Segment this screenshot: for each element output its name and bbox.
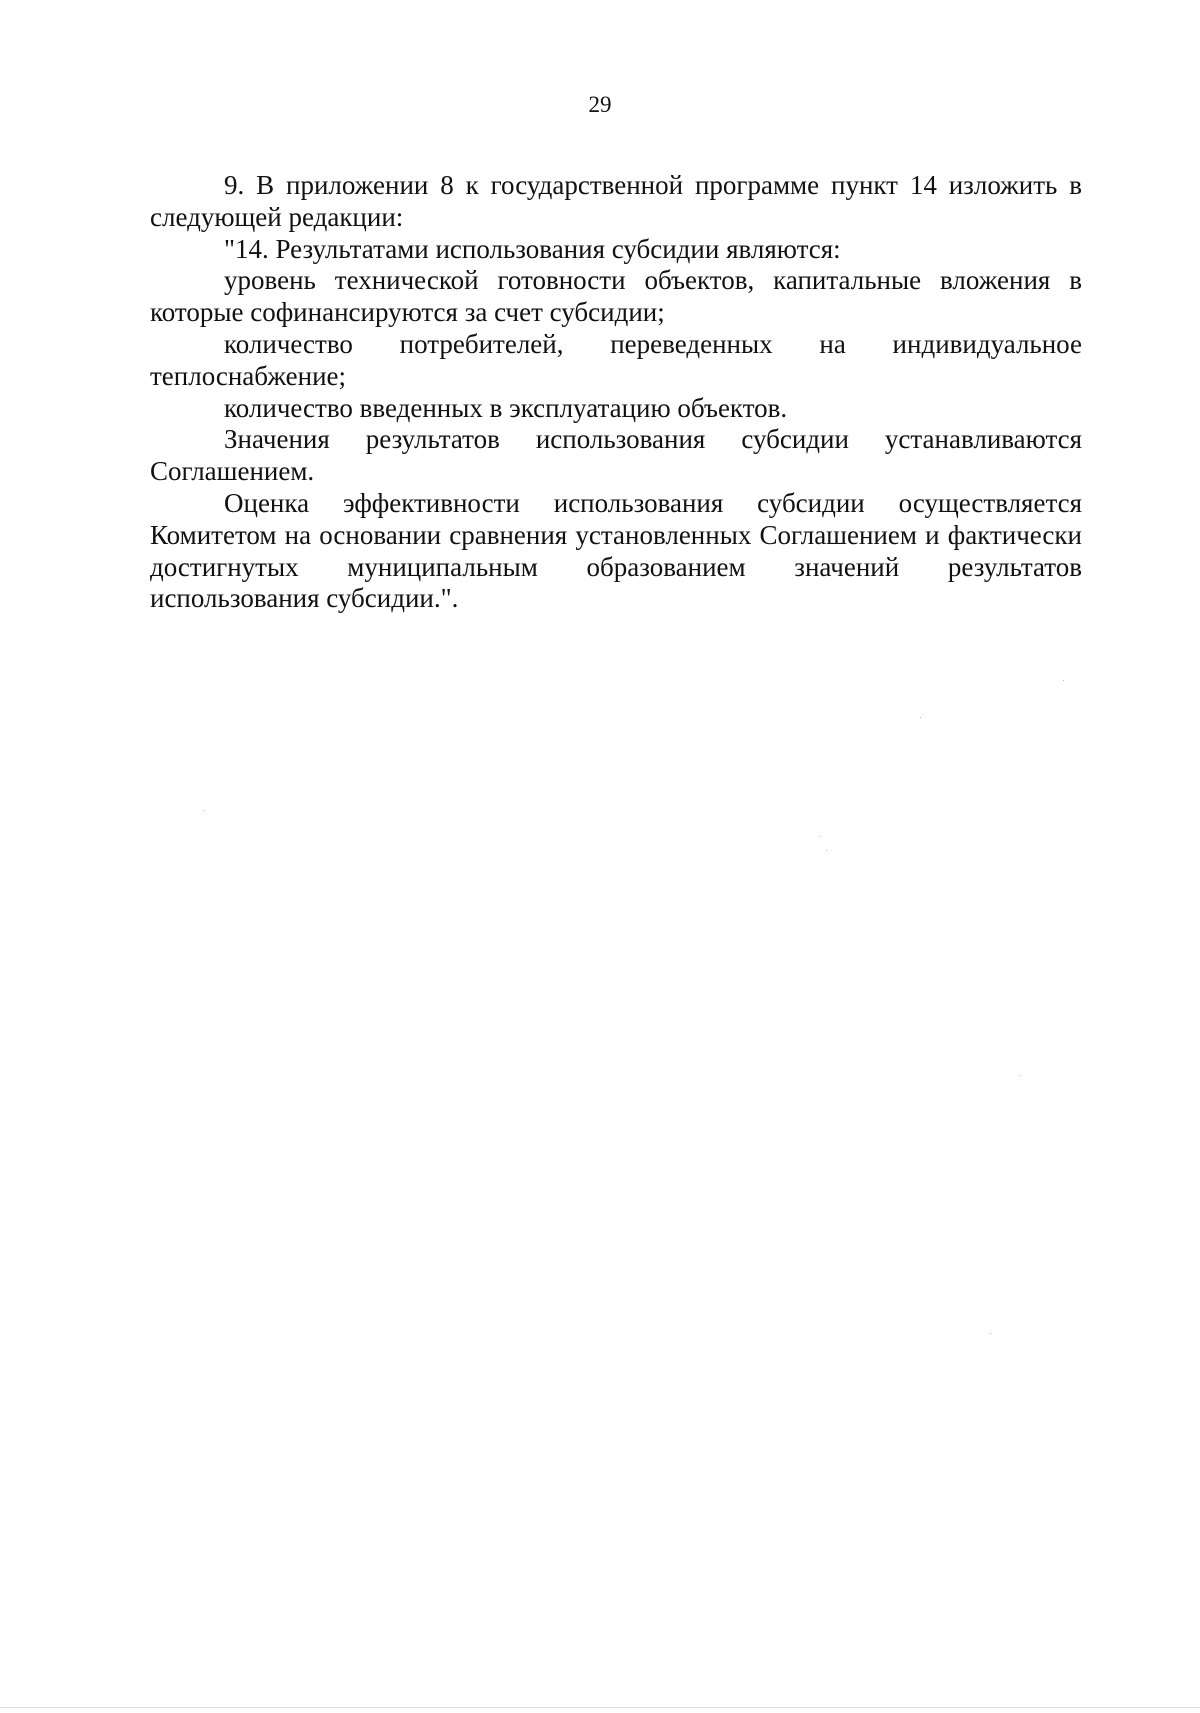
scan-speck: [1063, 680, 1064, 681]
paragraph-results-intro: "14. Результатами использования субсидии являются:: [224, 233, 841, 264]
paragraph-objects-count: количество введенных в эксплуатацию объектов.: [224, 392, 788, 423]
scan-speck: [990, 1333, 991, 1334]
scan-speck: [204, 810, 205, 811]
scan-speck: [826, 850, 827, 851]
paragraph-consumers-count: количество потребителей, переведенных на индивидуальное теплоснабжение;: [150, 328, 1082, 391]
document-body: [150, 170, 1082, 615]
scan-edge-line: [0, 1707, 1200, 1708]
scan-speck: [1019, 1075, 1020, 1076]
scan-speck: [820, 836, 821, 837]
paragraph-efficiency-assessment: Оценка эффективности использования субсидии осуществляется Комитетом на основании сравнения установленных Соглашением и фактически достигнутых муниципальным образованием значений результатов использования субсидии.".: [150, 487, 1082, 614]
page-number: 29: [588, 92, 612, 117]
paragraph-results-values: Значения результатов использования субсидии устанавливаются Соглашением.: [150, 424, 1082, 487]
scan-speck: [920, 717, 921, 718]
paragraph-technical-readiness: уровень технической готовности объектов, капитальные вложения в которые софинансируются за счет субсидии;: [150, 265, 1082, 328]
paragraph-item-9: 9. В приложении 8 к государственной программе пункт 14 изложить в следующей редакции:: [150, 170, 1082, 232]
